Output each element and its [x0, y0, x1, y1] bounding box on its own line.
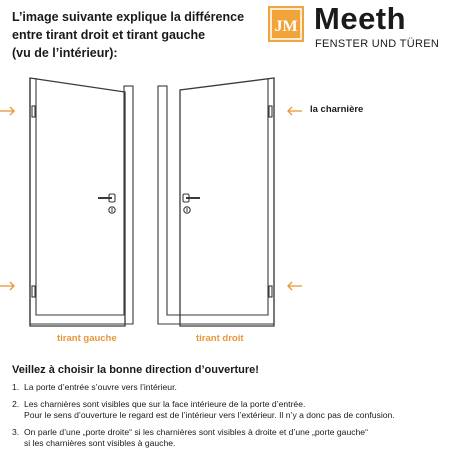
- door-diagram: [0, 70, 470, 360]
- list-text: si les charnières sont visibles à gauche.: [24, 438, 176, 448]
- door-handle-icon: [183, 194, 200, 202]
- list-text: La porte d’entrée s’ouvre vers l’intérieur.: [24, 382, 177, 392]
- right-door-frame: [158, 78, 274, 324]
- door-diagram-svg: [0, 70, 470, 360]
- intro-line: L’image suivante explique la différence: [12, 10, 245, 24]
- brand-logo-block: [268, 1, 464, 52]
- intro-line: (vu de l’intérieur):: [12, 46, 118, 60]
- list-text: Les charnières sont visibles que sur la face intérieure de la porte d’entrée.: [24, 399, 306, 409]
- list-text: Pour le sens d’ouverture le regard est de l’intérieur vers l’extérieur. Il n’y a donc pas de confusion.: [24, 410, 395, 420]
- hinge-icon: [32, 106, 35, 117]
- brand-name: Meeth: [314, 1, 407, 36]
- right-door: [158, 78, 274, 326]
- arrow-right-icon: [0, 107, 14, 115]
- arrow-left-icon: [288, 107, 302, 115]
- arrow-left-icon: [288, 282, 302, 290]
- list-item: [12, 399, 467, 421]
- brand-subtitle: FENSTER UND TÜREN: [315, 38, 440, 50]
- intro-heading: [12, 8, 262, 62]
- list-number: 2.: [12, 399, 20, 409]
- arrow-right-icon: [0, 282, 14, 290]
- list-item: [12, 427, 467, 449]
- door-handle-icon: [98, 194, 115, 202]
- logo-text: JM: [274, 18, 298, 35]
- meeth-logo-icon: [268, 6, 304, 42]
- right-door-label: tirant droit: [196, 333, 244, 344]
- intro-line: entre tirant droit et tirant gauche: [12, 28, 206, 42]
- list-number: 3.: [12, 427, 20, 437]
- right-door-leaf: [180, 78, 274, 326]
- list-text: On parle d’une „porte droite“ si les charnières sont visibles à droite et d’une „porte gauche“: [24, 427, 368, 437]
- left-door-label: tirant gauche: [57, 333, 117, 344]
- notes-section: [12, 364, 467, 455]
- hinge-icon: [269, 286, 272, 297]
- left-door: [30, 78, 133, 326]
- notes-title: Veillez à choisir la bonne direction d’ouverture!: [12, 364, 259, 376]
- hinge-icon: [269, 106, 272, 117]
- left-door-frame: [30, 78, 133, 324]
- list-item: [12, 382, 467, 393]
- list-number: 1.: [12, 382, 20, 392]
- hinge-label: la charnière: [310, 104, 364, 115]
- hinge-icon: [32, 286, 35, 297]
